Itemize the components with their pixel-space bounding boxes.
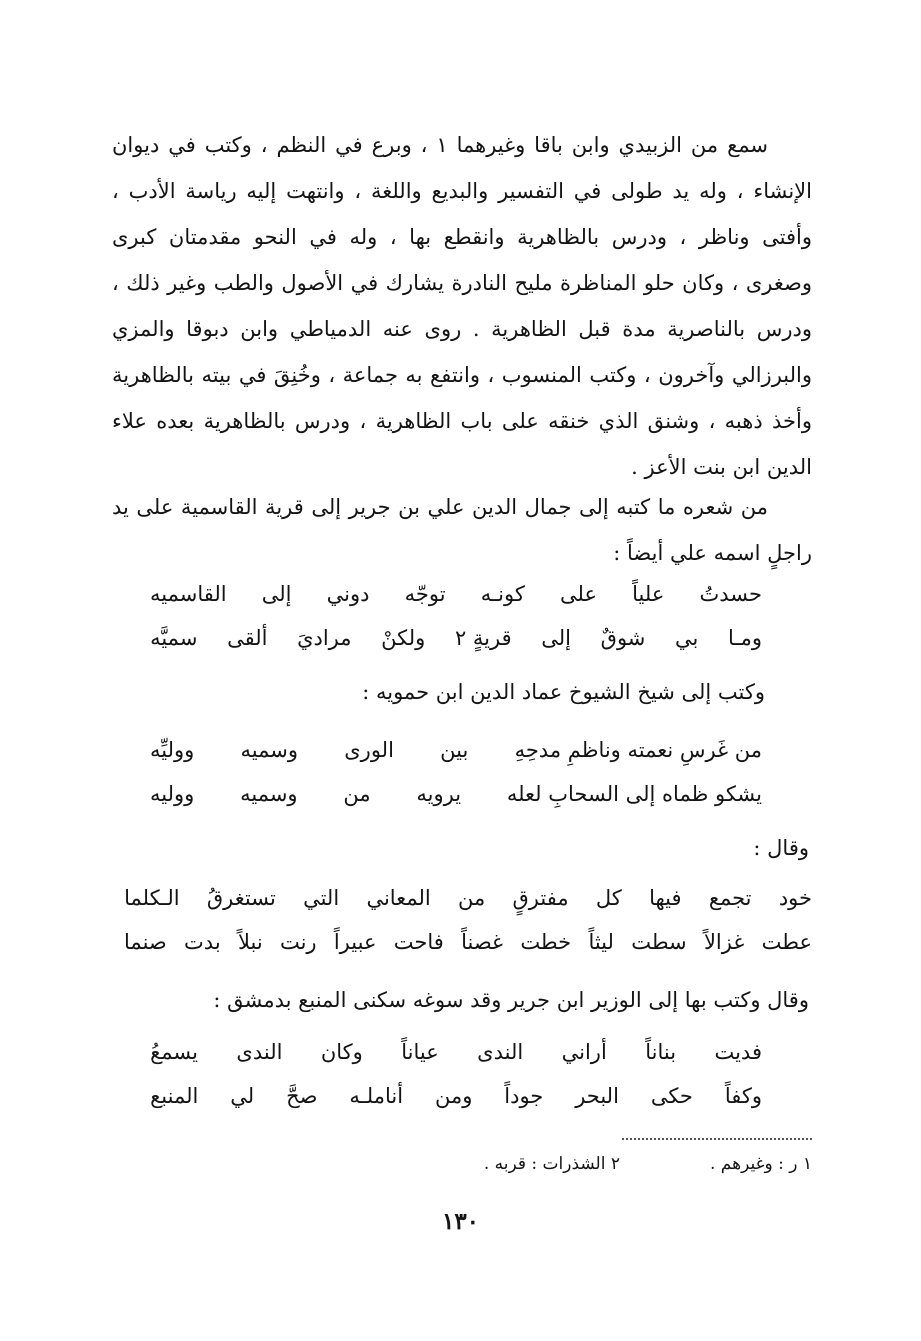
verse-word: أراني bbox=[561, 1040, 607, 1064]
verse-word: عطت bbox=[761, 930, 812, 954]
verse-word: من bbox=[457, 886, 486, 910]
verse-word: الندى bbox=[477, 1040, 524, 1064]
verse-word: مفترقٍ bbox=[512, 886, 569, 910]
poem-1 bbox=[150, 572, 762, 660]
verse-word: يشكو ظماه إلى السحابِ لعله bbox=[506, 782, 762, 806]
verse-line bbox=[150, 728, 762, 772]
verse-word: الندى bbox=[236, 1040, 283, 1064]
verse-line bbox=[150, 1030, 762, 1074]
poetry-intro-paragraph bbox=[112, 484, 812, 576]
verse-word: وكان bbox=[320, 1040, 363, 1064]
verse-word: حكى bbox=[650, 1084, 693, 1108]
verse-word: تستغرقُ bbox=[206, 886, 276, 910]
verse-word: ومـا bbox=[728, 626, 762, 650]
verse-word: عبيراً bbox=[333, 930, 377, 954]
verse-word: من غَرسِ نعمته وناظمِ مدحِهِ bbox=[514, 738, 762, 762]
poem-intro: وكتب إلى شيخ الشيوخ عماد الدين ابن حمويه : bbox=[362, 680, 765, 704]
verse-word: قريةٍ ٢ bbox=[454, 626, 512, 650]
verse-word: توجّه bbox=[404, 582, 446, 606]
verse-word: عياناً bbox=[401, 1040, 439, 1064]
verse-line bbox=[150, 616, 762, 660]
verse-word: البحر bbox=[575, 1084, 619, 1108]
footnotes bbox=[360, 1154, 812, 1174]
verse-line bbox=[150, 1074, 762, 1118]
verse-word: ووليه bbox=[150, 782, 195, 806]
verse-word: خطت bbox=[520, 930, 572, 954]
verse-word: سميَّه bbox=[150, 626, 198, 650]
poem-4 bbox=[150, 1030, 762, 1118]
verse-word: كل bbox=[595, 886, 622, 910]
verse-word: المنبع bbox=[150, 1084, 199, 1108]
verse-word: ليثاً bbox=[588, 930, 614, 954]
verse-word: صحَّ bbox=[286, 1084, 318, 1108]
verse-word: علياً bbox=[632, 582, 665, 606]
verse-word: نبلاً bbox=[237, 930, 263, 954]
verse-word: المعاني bbox=[366, 886, 431, 910]
verse-word: صنما bbox=[124, 930, 167, 954]
verse-line bbox=[150, 772, 762, 816]
verse-word: يسمعُ bbox=[150, 1040, 198, 1064]
verse-word: مراديَ bbox=[297, 626, 352, 650]
verse-word: ولكنْ bbox=[381, 626, 426, 650]
verse-word: فيها bbox=[649, 886, 682, 910]
page-number: ١٣٠ bbox=[441, 1208, 480, 1235]
verse-word: كونـه bbox=[480, 582, 525, 606]
verse-word: غصناً bbox=[461, 930, 504, 954]
poem-3 bbox=[124, 876, 812, 964]
verse-word: حسدتُ bbox=[699, 582, 762, 606]
verse-word: من bbox=[343, 782, 371, 806]
paragraph-text: من شعره ما كتبه إلى جمال الدين علي بن جرير إلى قرية القاسمية على يد راجلٍ اسمه علي أيضاً : bbox=[112, 495, 812, 565]
verse-line bbox=[124, 920, 812, 964]
poem-intro: وقال وكتب بها إلى الوزير ابن جرير وقد سوغه سكنى المنبع بدمشق : bbox=[213, 988, 809, 1012]
verse-word: دوني bbox=[326, 582, 370, 606]
verse-word: خود bbox=[778, 886, 812, 910]
verse-word: إلى bbox=[261, 582, 292, 606]
verse-word: إلى bbox=[541, 626, 572, 650]
footnote-divider bbox=[622, 1138, 812, 1140]
verse-word: بناناً bbox=[645, 1040, 677, 1064]
verse-word: أناملـه bbox=[349, 1084, 404, 1108]
paragraph-text: سمع من الزبيدي وابن باقا وغيرهما ١ ، وبرع في النظم ، وكتب في ديوان الإنشاء ، وله يد طولى في التفسير والبديع واللغة ، وانتهت إليه رياسة الأدب ، وأفتى وناظر ، ودرس بالظاهرية وانقطع بها ، وله في النحو مقدمتان كبرى وصغرى ، وكان حلو المناظرة مليح النادرة يشارك في الأصول والطب وغير ذلك ، ودرس بالناصرية مدة قبل الظاهرية . روى عنه الدمياطي وابن دبوقا والمزي والبرزالي وآخرون ، وكتب المنسوب ، وانتفع به جماعة ، وخُنِقَ في بيته بالظاهرية وأخذ ذهبه ، وشنق الذي خنقه على باب الظاهرية ، ودرس بالظاهرية بعده علاء الدين ابن بنت الأعز . bbox=[112, 133, 812, 479]
verse-word: ووليِّه bbox=[150, 738, 195, 762]
verse-word: وسميه bbox=[240, 782, 298, 806]
verse-line bbox=[150, 572, 762, 616]
verse-word: سطت bbox=[631, 930, 687, 954]
biography-paragraph bbox=[112, 122, 812, 490]
verse-line bbox=[124, 876, 812, 920]
verse-word: فديت bbox=[714, 1040, 762, 1064]
verse-word: لي bbox=[230, 1084, 255, 1108]
verse-word: شوقٌ bbox=[600, 626, 646, 650]
verse-word: القاسميه bbox=[150, 582, 227, 606]
verse-word: جوداً bbox=[504, 1084, 544, 1108]
poem-2 bbox=[150, 728, 762, 816]
verse-word: فاحت bbox=[393, 930, 444, 954]
verse-word: ألقى bbox=[227, 626, 268, 650]
verse-word: ومن bbox=[434, 1084, 473, 1108]
verse-word: بدت bbox=[184, 930, 221, 954]
footnote-1: ١ ر : وغيرهم . bbox=[710, 1154, 812, 1174]
verse-word: يرويه bbox=[416, 782, 462, 806]
verse-word: الورى bbox=[344, 738, 394, 762]
verse-word: تجمع bbox=[708, 886, 752, 910]
verse-word: بي bbox=[675, 626, 699, 650]
poem-intro: وقال : bbox=[753, 836, 809, 860]
verse-word: وكفاً bbox=[724, 1084, 762, 1108]
verse-word: بين bbox=[440, 738, 469, 762]
verse-word: رنت bbox=[279, 930, 317, 954]
verse-word: على bbox=[559, 582, 597, 606]
verse-word: وسميه bbox=[240, 738, 299, 762]
footnote-2: ٢ الشذرات : قربه . bbox=[483, 1154, 620, 1174]
verse-word: الـكلما bbox=[124, 886, 180, 910]
verse-word: غزالاً bbox=[703, 930, 745, 954]
verse-word: التي bbox=[303, 886, 340, 910]
